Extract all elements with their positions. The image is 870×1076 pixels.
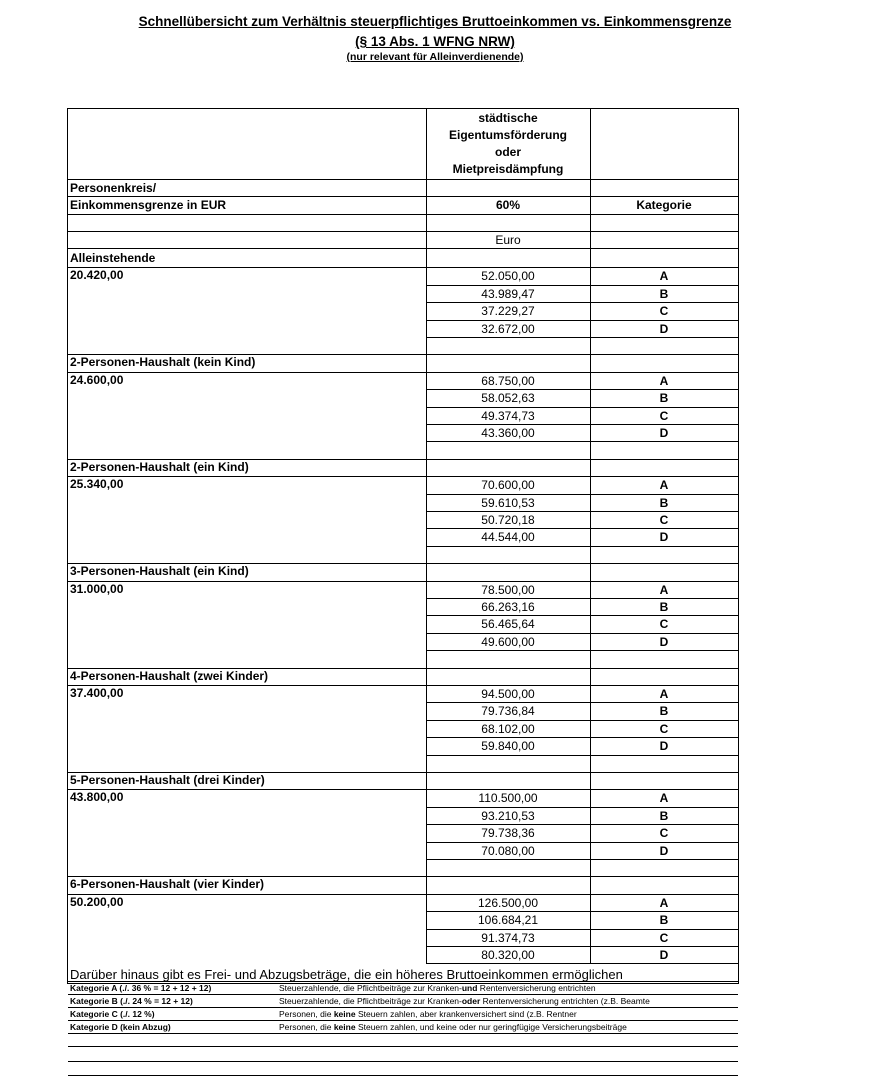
legend-text-part: Rentenversicherung entrichten (z.B. Beamte <box>480 995 650 1006</box>
col-header-line: Mietpreisdämpfung <box>452 162 564 176</box>
legend-description <box>279 996 650 1007</box>
row-divider <box>68 476 738 477</box>
row-divider <box>426 302 738 303</box>
category-cell: B <box>659 704 669 719</box>
row-divider <box>68 248 738 249</box>
row-divider <box>68 789 738 790</box>
row-divider <box>426 389 738 390</box>
group-label: 6-Personen-Haushalt (vier Kinder) <box>70 877 265 892</box>
col-header-line: Eigentumsförderung <box>448 128 567 142</box>
row-divider <box>426 737 738 738</box>
value-cell: 43.989,47 <box>481 286 535 301</box>
legend-key: Kategorie B (./. 24 % = 12 + 12) <box>70 995 193 1006</box>
legend-text-part: Personen, die <box>279 1008 334 1019</box>
legend-key: Kategorie D (kein Abzug) <box>70 1021 171 1032</box>
row-divider <box>426 407 738 408</box>
group-label: Alleinstehende <box>70 251 156 265</box>
row-divider <box>426 320 738 321</box>
legend-text-part: Personen, die <box>279 1021 334 1032</box>
law-reference: (§ 13 Abs. 1 WFNG NRW) <box>355 34 515 49</box>
value-cell: 68.750,00 <box>481 373 535 388</box>
row-divider <box>68 1007 738 1008</box>
category-cell: B <box>659 391 669 406</box>
row-divider <box>426 755 738 756</box>
legend-text-part: Steuern zahlen, aber krankenversichert sind (z.B. Rentner <box>355 1008 577 1019</box>
row-divider <box>68 372 738 373</box>
category-cell: A <box>659 791 669 806</box>
col-header-line: städtische <box>478 111 538 125</box>
row-divider <box>68 581 738 582</box>
row-divider <box>426 337 738 338</box>
row-divider <box>426 441 738 442</box>
category-cell: D <box>659 634 669 649</box>
value-cell: 56.465,64 <box>481 617 535 632</box>
category-cell: D <box>659 948 669 962</box>
row-divider <box>426 824 738 825</box>
category-cell: B <box>659 286 669 301</box>
group-label: 4-Personen-Haushalt (zwei Kinder) <box>70 668 269 683</box>
col-header-line: oder <box>494 145 521 159</box>
legend-description <box>279 1009 577 1020</box>
legend-description <box>279 1022 627 1033</box>
row-divider <box>426 528 738 529</box>
category-cell: A <box>659 582 669 597</box>
legend-description <box>279 983 596 994</box>
legend-text-part: Steuerzahlende, die Pflichtbeiträge zur Kranken- <box>279 982 462 993</box>
row-divider <box>426 615 738 616</box>
page-title: Schnellübersicht zum Verhältnis steuerpflichtiges Bruttoeinkommen vs. Einkommensgrenze <box>138 14 732 29</box>
value-cell: 110.500,00 <box>478 791 538 806</box>
row-divider <box>426 929 738 930</box>
row-divider <box>68 1046 738 1047</box>
category-cell: C <box>659 304 669 319</box>
value-cell: 32.672,00 <box>481 321 535 336</box>
value-cell: 126.500,00 <box>477 895 539 910</box>
value-cell: 68.102,00 <box>481 721 535 736</box>
col1-header-line: Einkommensgrenze in EUR <box>70 198 227 212</box>
row-divider <box>426 720 738 721</box>
legend-text-part: Steuern zahlen, und keine oder nur geringfügige Versicherungsbeiträge <box>355 1021 627 1032</box>
income-limit: 31.000,00 <box>70 581 124 596</box>
row-divider <box>426 285 738 286</box>
category-cell: C <box>659 408 669 423</box>
legend-text-part: keine <box>333 1021 356 1032</box>
value-cell: 44.544,00 <box>481 530 535 545</box>
legend-key: Kategorie C (./. 12 %) <box>70 1008 155 1019</box>
footer-note: Darüber hinaus gibt es Frei- und Abzugsbeträge, die ein höheres Bruttoeinkommen ermöglichen <box>70 967 623 982</box>
row-divider <box>426 911 738 912</box>
legend-text-part: Rentenversicherung entrichten <box>477 982 596 993</box>
category-cell: D <box>659 426 669 440</box>
group-label: 5-Personen-Haushalt (drei Kinder) <box>70 773 265 787</box>
legend-text-part: und <box>461 982 478 993</box>
value-cell: 80.320,00 <box>481 948 535 962</box>
legend-text-part: oder <box>461 995 481 1006</box>
value-cell: 50.720,18 <box>481 513 535 527</box>
row-divider <box>68 1061 738 1062</box>
value-cell: 79.736,84 <box>481 704 535 719</box>
category-cell: D <box>659 739 669 754</box>
row-divider <box>68 685 738 686</box>
relevance-note: (nur relevant für Alleinverdienende) <box>346 51 524 63</box>
income-limit: 43.800,00 <box>70 790 124 805</box>
category-cell: D <box>659 843 669 858</box>
income-limit: 20.420,00 <box>70 268 124 283</box>
legend-text-part: keine <box>333 1008 356 1019</box>
row-divider <box>426 702 738 703</box>
income-limit: 25.340,00 <box>70 477 124 492</box>
income-limit: 50.200,00 <box>70 894 124 909</box>
legend-key: Kategorie A (./. 36 % = 12 + 12 + 12) <box>70 982 212 993</box>
row-divider <box>426 494 738 495</box>
row-divider <box>426 633 738 634</box>
group-label: 3-Personen-Haushalt (ein Kind) <box>70 564 249 579</box>
value-cell: 49.374,73 <box>481 408 535 423</box>
column-divider <box>590 109 591 963</box>
category-cell: C <box>659 617 669 632</box>
value-cell: 49.600,00 <box>481 634 535 649</box>
value-cell: 78.500,00 <box>481 582 535 597</box>
row-divider <box>426 598 738 599</box>
row-divider <box>426 424 738 425</box>
value-cell: 59.610,53 <box>481 495 535 510</box>
income-table <box>67 108 739 1032</box>
row-divider <box>68 1020 738 1021</box>
value-cell: 91.374,73 <box>481 930 535 945</box>
row-divider <box>426 511 738 512</box>
category-cell: D <box>659 530 669 545</box>
category-cell: A <box>659 373 669 388</box>
category-cell: B <box>659 913 669 928</box>
row-divider <box>426 546 738 547</box>
row-divider <box>68 267 738 268</box>
group-label: 2-Personen-Haushalt (ein Kind) <box>70 459 249 474</box>
row-divider <box>68 196 738 197</box>
category-cell: C <box>659 826 669 841</box>
category-cell: D <box>659 321 669 336</box>
category-cell: B <box>659 495 669 510</box>
category-cell: B <box>659 808 669 823</box>
category-cell: C <box>659 930 669 945</box>
row-divider <box>426 807 738 808</box>
col1-header-line: Personenkreis/ <box>70 181 157 195</box>
value-cell: 93.210,53 <box>481 808 535 823</box>
row-divider <box>426 859 738 860</box>
category-cell: C <box>659 513 669 527</box>
value-cell: 58.052,63 <box>481 391 535 406</box>
value-cell: 79.738,36 <box>481 826 535 841</box>
category-cell: A <box>659 895 669 910</box>
income-limit: 37.400,00 <box>70 686 124 700</box>
category-cell: B <box>659 600 669 614</box>
value-cell: 37.229,27 <box>481 304 535 319</box>
row-divider <box>68 994 738 995</box>
legend-text-part: Steuerzahlende, die Pflichtbeiträge zur Kranken- <box>279 995 462 1006</box>
value-cell: 70.600,00 <box>481 478 535 493</box>
value-cell: 106.684,21 <box>477 913 539 928</box>
category-cell: A <box>659 478 669 493</box>
category-cell: A <box>659 269 669 284</box>
row-divider <box>426 842 738 843</box>
row-divider <box>68 894 738 895</box>
value-cell: 70.080,00 <box>481 843 535 858</box>
value-cell: 59.840,00 <box>481 739 535 754</box>
row-divider <box>426 963 738 964</box>
row-divider <box>426 946 738 947</box>
row-divider <box>426 650 738 651</box>
column-divider <box>426 109 427 963</box>
income-limit: 24.600,00 <box>70 372 124 387</box>
row-divider <box>68 214 738 215</box>
unit-label: Euro <box>495 233 521 247</box>
value-cell: 66.263,16 <box>481 600 535 614</box>
value-cell: 43.360,00 <box>481 426 535 440</box>
percent-header: 60% <box>495 198 521 212</box>
category-cell: C <box>659 721 669 736</box>
group-label: 2-Personen-Haushalt (kein Kind) <box>70 355 256 370</box>
kategorie-header: Kategorie <box>636 198 692 212</box>
row-divider <box>68 179 738 180</box>
row-divider <box>68 231 738 232</box>
category-cell: A <box>659 687 669 701</box>
row-divider <box>68 1033 738 1034</box>
value-cell: 94.500,00 <box>481 687 535 701</box>
value-cell: 52.050,00 <box>481 269 535 284</box>
